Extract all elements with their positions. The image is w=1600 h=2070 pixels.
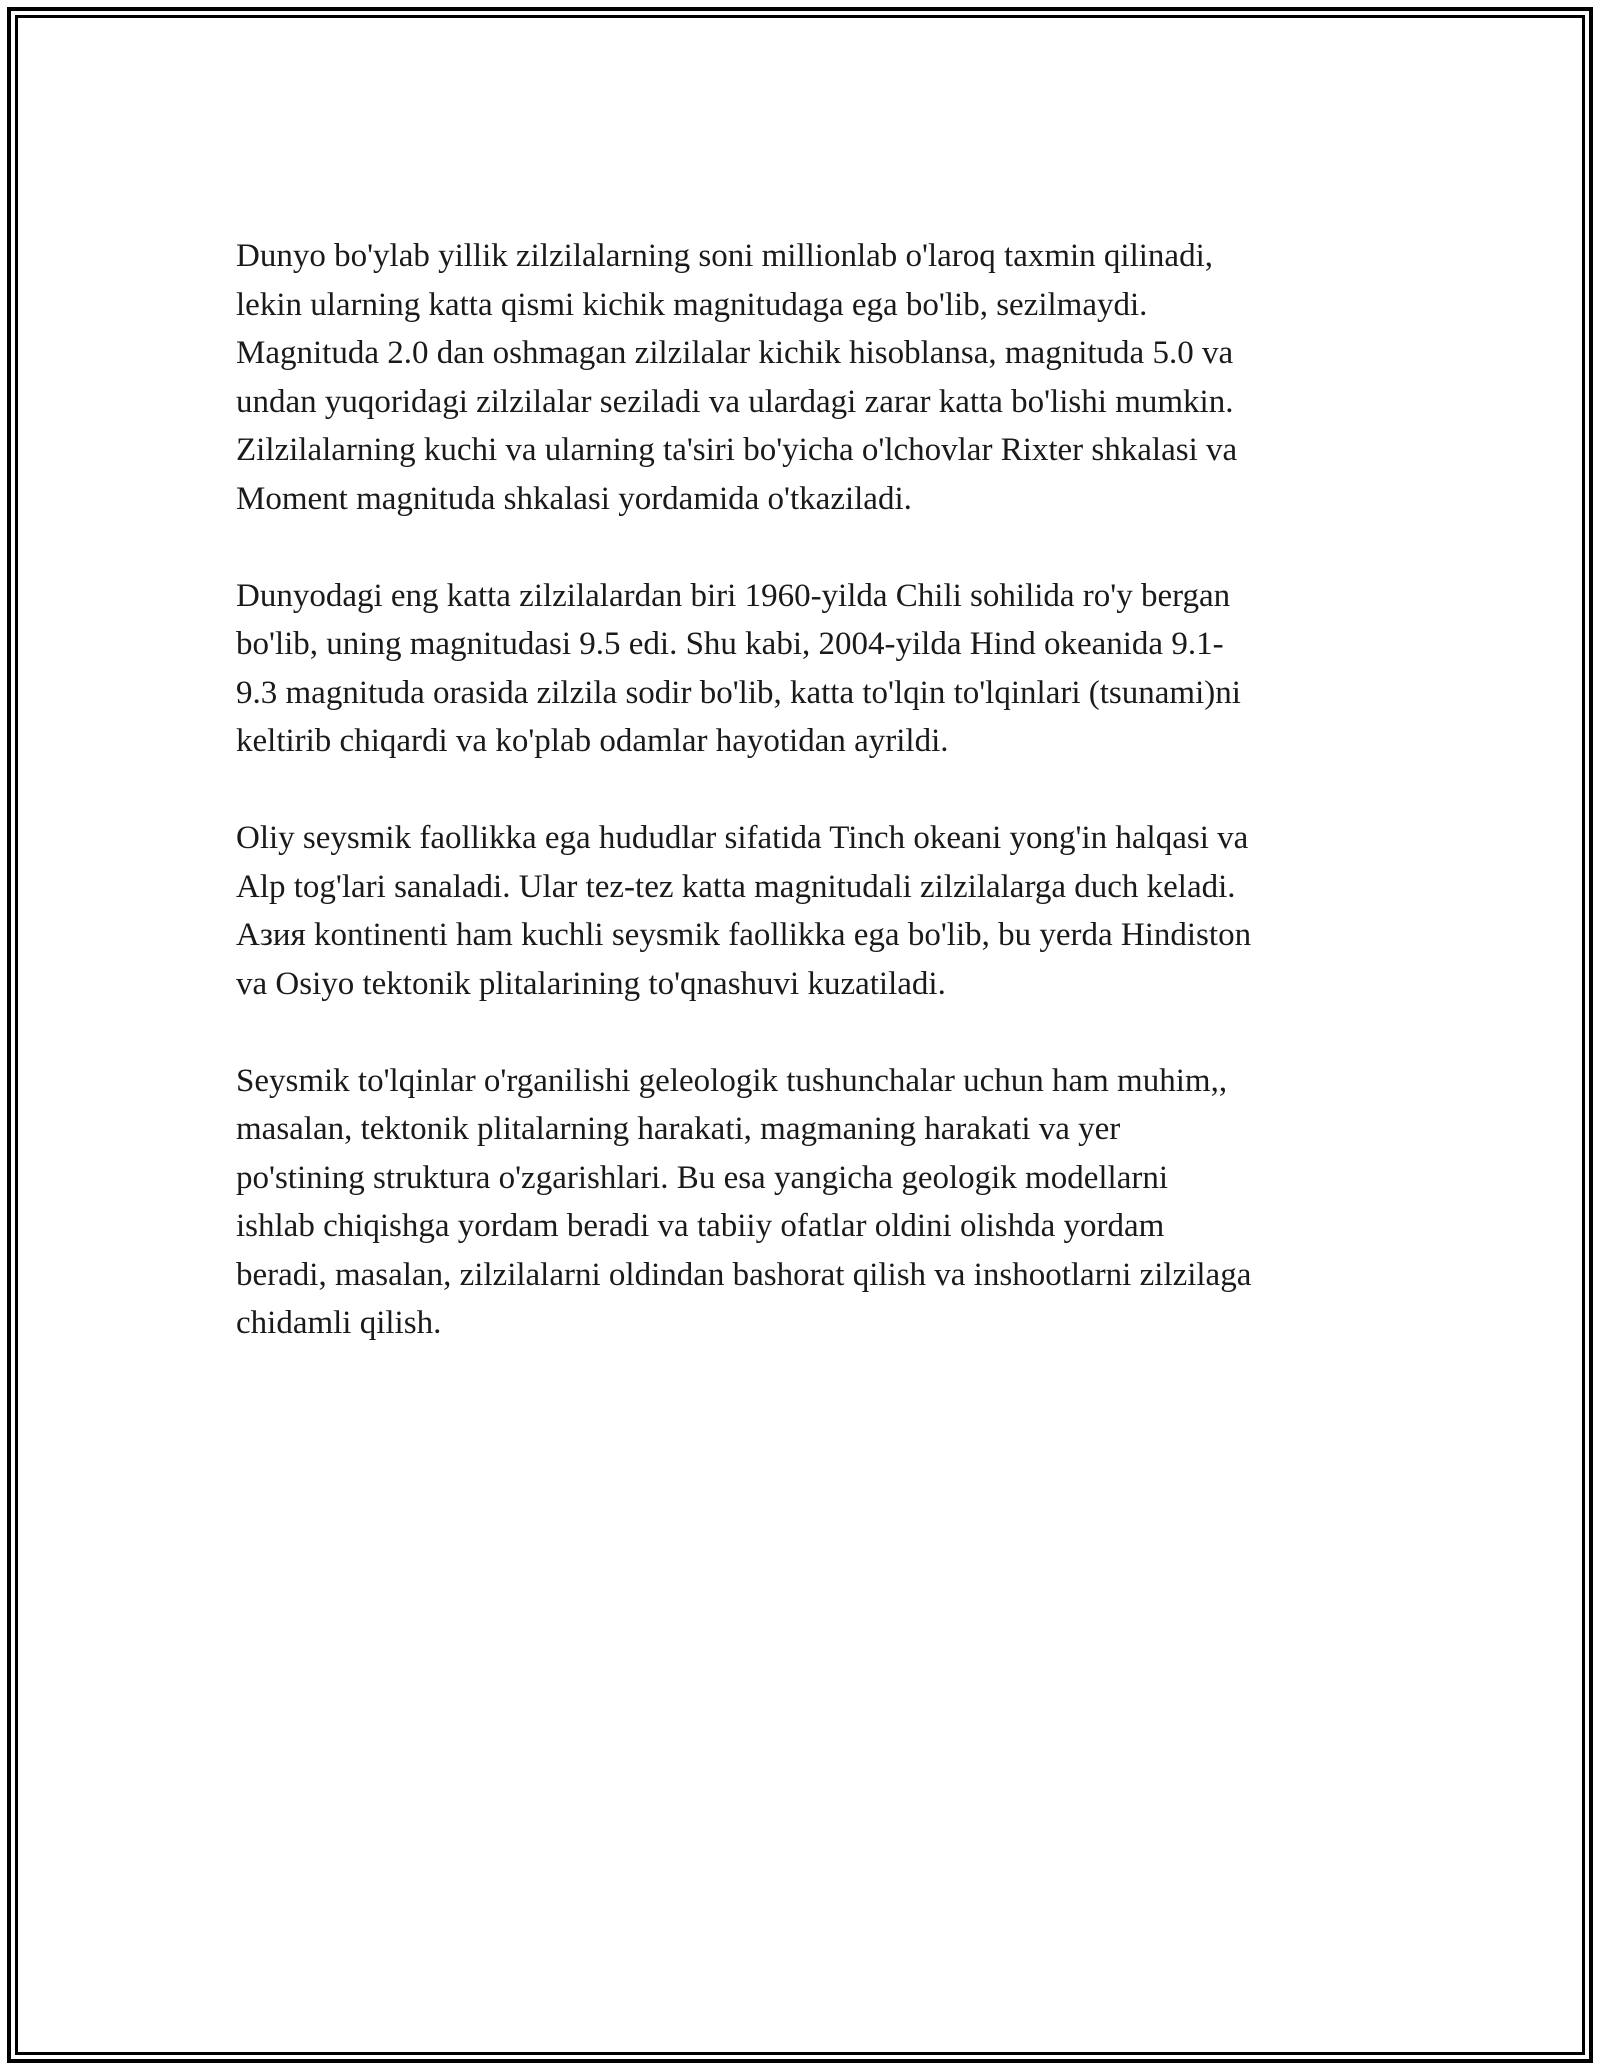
paragraph-3 xyxy=(236,814,1376,1008)
text-line: po'stining struktura o'zgarishlari. Bu esa yangicha geologik modellarni xyxy=(236,1159,1169,1196)
text-line: 9.3 magnituda orasida zilzila sodir bo'lib, katta to'lqin to'lqinlari (tsunami)ni xyxy=(236,674,1241,711)
paragraph-4 xyxy=(236,1057,1376,1348)
text-line: ishlab chiqishga yordam beradi va tabiiy ofatlar oldini olishda yordam xyxy=(236,1208,1165,1244)
text-line: beradi, masalan, zilzilalarni oldindan bashorat qilish va inshootlarni zilzilaga xyxy=(236,1256,1252,1293)
text-line: lekin ularning katta qismi kichik magnitudaga ega bo'lib, sezilmaydi. xyxy=(236,286,1148,323)
text-line: Magnituda 2.0 dan oshmagan zilzilalar kichik hisoblansa, magnituda 5.0 va xyxy=(236,335,1234,371)
text-line: Dunyodagi eng katta zilzilalardan biri 1960-yilda Chili sohilida ro'y bergan xyxy=(236,577,1231,614)
document-body xyxy=(236,232,1376,1396)
text-line: Dunyo bo'ylab yillik zilzilalarning soni millionlab o'laroq taxmin qilinadi, xyxy=(236,238,1213,274)
text-line: keltirib chiqardi va ko'plab odamlar hayotidan ayrildi. xyxy=(236,723,949,759)
text-line: Seysmik to'lqinlar o'rganilishi geleologik tushunchalar uchun ham muhim,, xyxy=(236,1062,1228,1099)
text-line: Alp tog'lari sanaladi. Ular tez-tez katta magnitudali zilzilalarga duch keladi. xyxy=(236,868,1236,905)
text-line: Азия kontinenti ham kuchli seysmik faollikka ega bo'lib, bu yerda Hindiston xyxy=(236,917,1252,953)
text-line: masalan, tektonik plitalarning harakati, magmaning harakati va yer xyxy=(236,1111,1121,1147)
text-line: Oliy seysmik faollikka ega hududlar sifatida Tinch okeani yong'in halqasi va xyxy=(236,820,1249,856)
paragraph-2 xyxy=(236,572,1376,766)
paragraph-1 xyxy=(236,232,1376,523)
text-line: Zilzilalarning kuchi va ularning ta'siri bo'yicha o'lchovlar Rixter shkalasi va xyxy=(236,432,1238,468)
text-line: Moment magnituda shkalasi yordamida o'tkaziladi. xyxy=(236,480,912,517)
text-line: undan yuqoridagi zilzilalar seziladi va ulardagi zarar katta bo'lishi mumkin. xyxy=(236,383,1234,420)
text-line: bo'lib, uning magnitudasi 9.5 edi. Shu kabi, 2004-yilda Hind okeanida 9.1- xyxy=(236,626,1224,662)
text-line: va Osiyo tektonik plitalarining to'qnashuvi kuzatiladi. xyxy=(236,965,946,1002)
text-line: chidamli qilish. xyxy=(236,1305,442,1341)
